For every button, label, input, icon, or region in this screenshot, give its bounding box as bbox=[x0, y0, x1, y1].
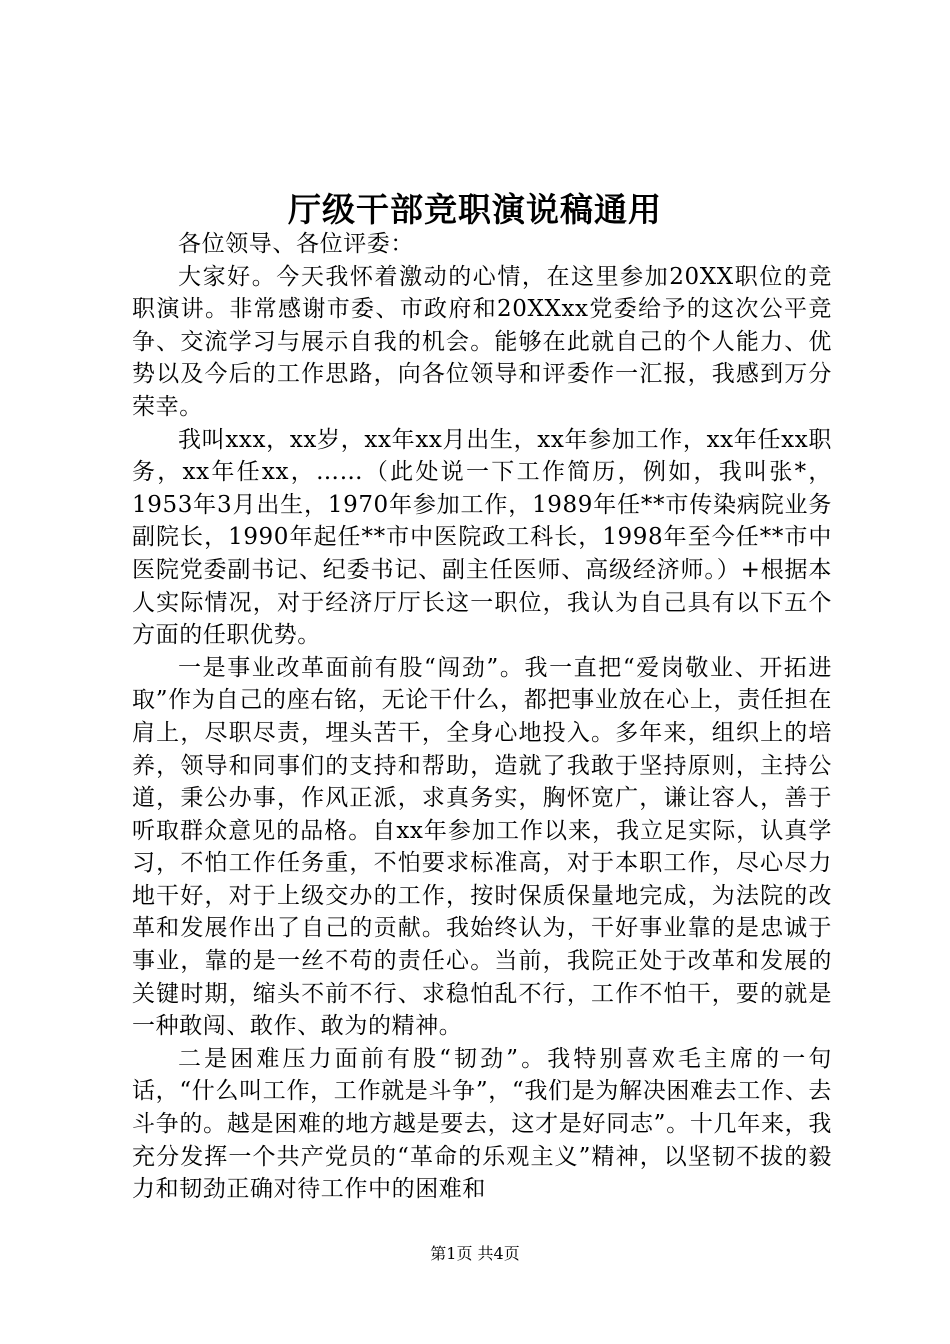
document-body bbox=[132, 228, 832, 1206]
greeting-paragraph: 各位领导、各位评委： bbox=[178, 231, 414, 257]
advantage-two-paragraph: 二是困难压力面前有股“韧劲”。我特别喜欢毛主席的一句话，“什么叫工作，工作就是斗争”，“我们是为解决困难去工作、去斗争的。越是困难的地方越是要去，这才是好同志”。十几年来，我充分发挥一个共产党员的“革命的乐观主义”精神，以坚韧不拔的毅力和韧劲正确对待工作中的困难和 bbox=[132, 1045, 832, 1203]
resume-paragraph: 我叫xxx，xx岁，xx年xx月出生，xx年参加工作，xx年任xx职务，xx年任xx，……（此处说一下工作简历，例如，我叫张*，1953年3月出生，1970年参加工作，1989年任**市传染病院业务副院长，1990年起任**市中医院政工科长，1998年至今任**市中医院党委副书记、纪委书记、副主任医师、高级经济师。）+根据本人实际情况，对于经济厅厅长这一职位，我认为自己具有以下五个方面的任职优势。 bbox=[132, 426, 832, 649]
document-title: 厅级干部竞职演说稿通用 bbox=[288, 190, 662, 229]
page-footer: 第1页 共4页 bbox=[430, 1244, 520, 1263]
opening-paragraph: 大家好。今天我怀着激动的心情，在这里参加20XX职位的竞职演讲。非常感谢市委、市政府和20XXxx党委给予的这次公平竞争、交流学习与展示自我的机会。能够在此就自己的个人能力、优势以及今后的工作思路，向各位领导和评委作一汇报，我感到万分荣幸。 bbox=[132, 263, 832, 420]
advantage-one-paragraph: 一是事业改革面前有股“闯劲”。我一直把“爱岗敬业、开拓进取”作为自己的座右铭，无论干什么，都把事业放在心上，责任担在肩上，尽职尽责，埋头苦干，全身心地投入。多年来，组织上的培养，领导和同事们的支持和帮助，造就了我敢于坚持原则，主持公道，秉公办事，作风正派，求真务实，胸怀宽广，谦让容人，善于听取群众意见的品格。自xx年参加工作以来，我立足实际，认真学习，不怕工作任务重，不怕要求标准高，对于本职工作，尽心尽力地干好，对于上级交办的工作，按时保质保量地完成，为法院的改革和发展作出了自己的贡献。我始终认为，干好事业靠的是忠诚于事业，靠的是一丝不苟的责任心。当前，我院正处于改革和发展的关键时期，缩头不前不行、求稳怕乱不行，工作不怕干，要的就是一种敢闯、敢作、敢为的精神。 bbox=[132, 654, 832, 1040]
